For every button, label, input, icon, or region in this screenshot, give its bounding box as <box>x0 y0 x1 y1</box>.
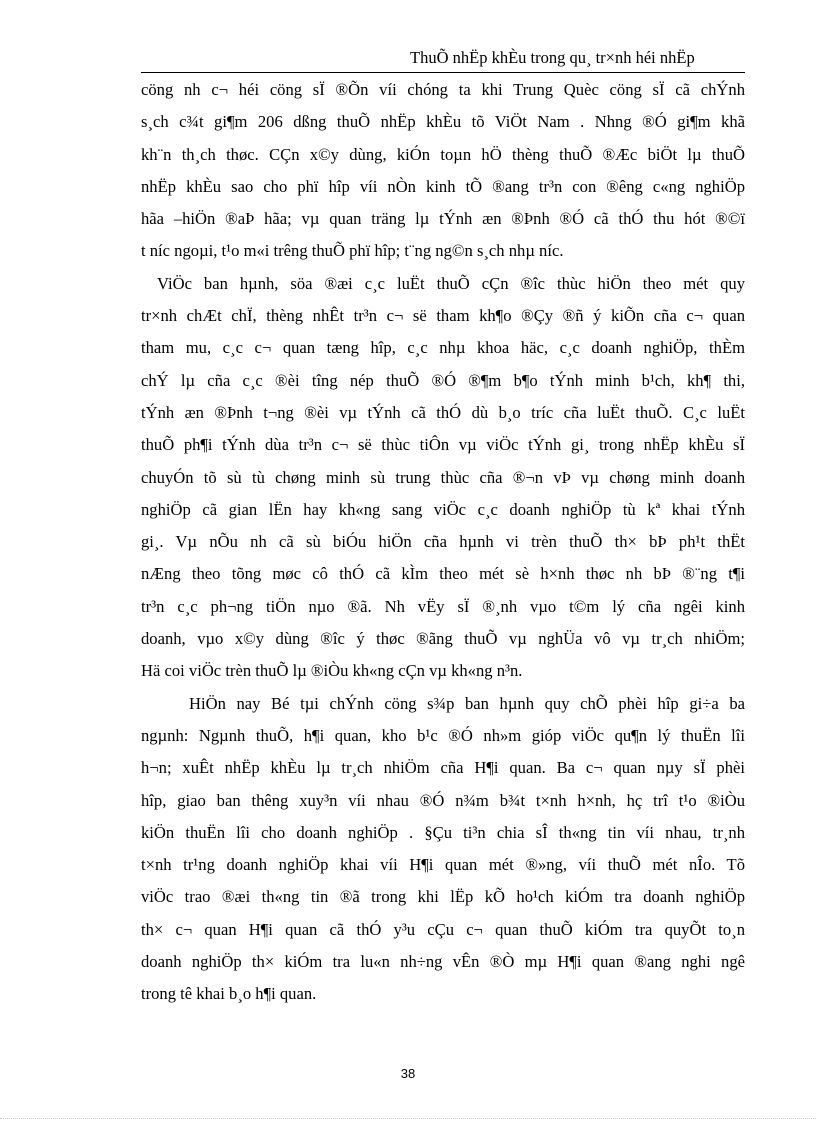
text-line: nghiÖp cã gian lËn hay kh«ng sang viÖc c¸c doanh nghiÖp tù kª khai tÝnh <box>141 499 745 519</box>
text-line: t×nh tr¹ng doanh nghiÖp khai víi H¶i quan mét ®»ng, víi thuÕ mét nÎo. Tõ <box>141 855 745 875</box>
text-line: HiÖn nay Bé tµi chÝnh cöng s¾p ban hµnh quy chÕ phèi hîp gi÷a ba <box>189 693 745 713</box>
text-line: tr×nh chÆt chÏ, thèng nhÊt tr³n c¬ së tham kh¶o ®Çy ®ñ ý kiÕn cña c¬ quan <box>141 306 745 326</box>
page-bottom-border <box>0 1118 816 1119</box>
text-line: doanh nghiÖp th× kiÓm tra lu«n nh÷ng vÊn ®Ò mµ H¶i quan ®ang nghi ngê <box>141 952 745 972</box>
text-line: viÖc trao ®æi th«ng tin ®ã trong khi lËp kÕ ho¹ch kiÓm tra doanh nghiÖp <box>141 887 745 907</box>
text-line: tÝnh æn ®Þnh t¬ng ®èi vµ tÝnh cã thÓ dù b¸o tríc cña luËt thuÕ. C¸c luËt <box>141 402 745 422</box>
text-line: cöng nh c¬ héi cöng sÏ ®Õn víi chóng ta khi Trung Quèc cöng sÏ cã chÝnh <box>141 80 745 99</box>
text-line: t níc ngoµi, t¹o m«i trêng thuÕ phï hîp; t¨ng ng©n s¸ch nhµ níc. <box>141 241 564 261</box>
text-line: chuyÓn tõ sù tù chøng minh sù trung thùc cña ®¬n vÞ vµ chøng minh doanh <box>141 467 745 487</box>
text-line: tr³n c¸c ph¬ng tiÖn nµo ®ã. Nh vËy sÏ ®¸nh vµo t©m lý cña ngêi kinh <box>141 596 745 616</box>
page-number: 38 <box>400 1066 416 1081</box>
body-text <box>141 74 745 1011</box>
text-line: doanh, vµo x©y dùng ®îc ý thøc ®ãng thuÕ vµ nghÜa vô vµ tr¸ch nhiÖm; <box>141 629 745 649</box>
text-line: trong tê khai b¸o h¶i quan. <box>141 984 317 1004</box>
text-line: tham mu, c¸c c¬ quan tæng hîp, c¸c nhµ khoa häc, c¸c doanh nghiÖp, thÈm <box>141 338 745 358</box>
text-line: Hä coi viÖc trèn thuÕ lµ ®iÒu kh«ng cÇn vµ kh«ng n³n. <box>141 661 523 681</box>
text-line: thuÕ ph¶i tÝnh dùa tr³n c¬ së thùc tiÔn vµ viÖc tÝnh gi¸ trong nhËp khÈu sÏ <box>141 435 745 455</box>
text-line: ngµnh: Ngµnh thuÕ, h¶i quan, kho b¹c ®Ó nh»m gióp viÖc qu¶n lý thuËn lîi <box>141 725 745 745</box>
running-header: ThuÕ nhËp khÈu trong qu¸ tr×nh héi nhËp <box>410 48 695 67</box>
text-line: kiÖn thuËn lîi cho doanh nghiÖp . §Çu ti³n chia sÎ th«ng tin víi nhau, tr¸nh <box>141 822 745 842</box>
text-line: nÆng theo tõng møc cô thÓ cã kÌm theo mét sè h×nh thøc nh bÞ ®¨ng t¶i <box>141 564 745 584</box>
text-line: h¬n; xuÊt nhËp khÈu lµ tr¸ch nhiÖm cña H¶i quan. Ba c¬ quan nµy sÏ phèi <box>141 758 745 778</box>
text-line: nhËp khÈu sao cho phï hîp víi nÒn kinh tÕ ®ang tr³n con ®êng c«ng nghiÖp <box>141 176 745 196</box>
text-line: s¸ch c¾t gi¶m 206 dßng thuÕ nhËp khÈu tõ ViÖt Nam . Nhng ®Ó gi¶m khã <box>141 112 745 132</box>
header-rule <box>141 72 745 73</box>
text-line: gi¸. Vµ nÕu nh cã sù biÓu hiÖn cña hµnh vi trèn thuÕ th× bÞ ph¹t thËt <box>141 532 745 552</box>
text-line: kh¨n th¸ch thøc. CÇn x©y dùng, kiÓn toµn hÖ thèng thuÕ ®Æc biÖt lµ thuÕ <box>141 144 745 164</box>
text-line: th× c¬ quan H¶i quan cã thÓ y³u cÇu c¬ quan thuÕ kiÓm tra quyÕt to¸n <box>141 919 745 939</box>
text-line: hîp, giao ban thêng xuy³n víi nhau ®Ó n¾m b¾t t×nh h×nh, hç trî t¹o ®iÒu <box>141 790 745 810</box>
text-line: hãa –hiÖn ®aÞ hãa; vµ quan träng lµ tÝnh æn ®Þnh ®Ó cã thÓ thu hót ®©ï <box>141 209 745 229</box>
text-line: chÝ lµ cña c¸c ®èi tîng nép thuÕ ®Ó ®¶m b¶o tÝnh minh b¹ch, kh¶ thi, <box>141 370 745 390</box>
text-line: ViÖc ban hµnh, söa ®æi c¸c luËt thuÕ cÇn ®îc thùc hiÖn theo mét quy <box>157 273 745 293</box>
